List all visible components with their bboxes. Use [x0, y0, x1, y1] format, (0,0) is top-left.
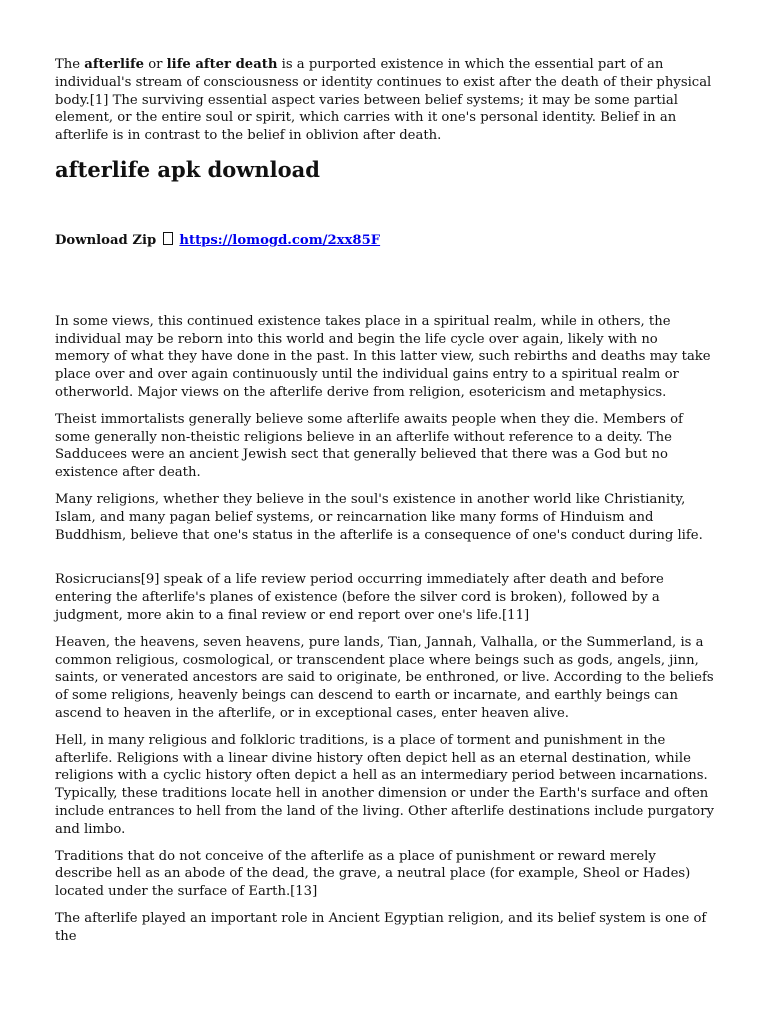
- intro-text-2: or: [144, 57, 167, 72]
- download-label: Download Zip: [55, 232, 161, 248]
- box-glyph-icon: [163, 232, 173, 245]
- paragraph-3: Many religions, whether they believe in the soul's existence in another world like Christianity, Islam, and many pagan belief systems, or reincarnation like many forms of Hinduism and Buddhism, believe that one's status in the afterlife is a consequence of one's conduct during life.: [55, 491, 703, 543]
- paragraph-6: Hell, in many religious and folkloric traditions, is a place of torment and punishment in the afterlife. Religions with a linear divine history often depict hell as an eternal destination, while religions with a cyclic history often depict a hell as an intermediary period between incarnations. Typically, these traditions locate hell in another dimension or under the Earth's surface and often include entrances to hell from the land of the living. Other afterlife destinations include purgatory and limbo.: [55, 732, 714, 837]
- paragraph-5: Heaven, the heavens, seven heavens, pure lands, Tian, Jannah, Valhalla, or the Summerland, is a common religious, cosmological, or transcendent place where beings such as gods, angels, jinn, saints, or venerated ancestors are said to originate, be enthroned, or live. According to the beliefs of some religions, heavenly beings can descend to earth or incarnate, and earthly beings can ascend to heaven in the afterlife, or in exceptional cases, enter heaven alive.: [55, 634, 714, 721]
- download-line: [55, 232, 715, 250]
- intro-text-3: is a purported existence in which the essential part of an individual's stream of consciousness or identity continues to exist after the death of their physical body.[1] The surviving essential aspect varies between belief systems; it may be some partial element, or the entire soul or spirit, which carries with it one's personal identity. Belief in an afterlife is in contrast to the belief in oblivion after death.: [55, 57, 712, 144]
- download-link[interactable]: https://lomogd.com/2xx85F: [179, 232, 381, 248]
- paragraph-1: In some views, this continued existence takes place in a spiritual realm, while in others, the individual may be reborn into this world and begin the life cycle over again, likely with no memory of what they have done in the past. In this latter view, such rebirths and deaths may take place over and over again continuously until the individual gains entry to a spiritual realm or otherworld. Major views on the afterlife derive from religion, esotericism and metaphysics.: [55, 313, 711, 400]
- intro-text-1: The: [55, 57, 85, 72]
- intro-paragraph: [55, 56, 715, 145]
- paragraph-4: Rosicrucians[9] speak of a life review period occurring immediately after death and before entering the afterlife's planes of existence (before the silver cord is broken), followed by a judgment, more akin to a final review or end report over one's life.[11]: [55, 572, 664, 623]
- paragraph-7: Traditions that do not conceive of the afterlife as a place of punishment or reward merely describe hell as an abode of the dead, the grave, a neutral place (for example, Sheol or Hades) located under the surface of Earth.[13]: [55, 848, 691, 900]
- paragraph-2: Theist immortalists generally believe some afterlife awaits people when they die. Members of some generally non-theistic religions believe in an afterlife without reference to a deity. The Sadducees were an ancient Jewish sect that generally believed that there was a God but no existence after death.: [55, 411, 683, 481]
- paragraph-8: The afterlife played an important role in Ancient Egyptian religion, and its belief system is one of the: [55, 910, 707, 944]
- term-afterlife: afterlife: [84, 57, 145, 72]
- term-life-after-death: life after death: [166, 57, 278, 72]
- page-heading: afterlife apk download: [55, 156, 320, 182]
- document-body: [55, 56, 715, 945]
